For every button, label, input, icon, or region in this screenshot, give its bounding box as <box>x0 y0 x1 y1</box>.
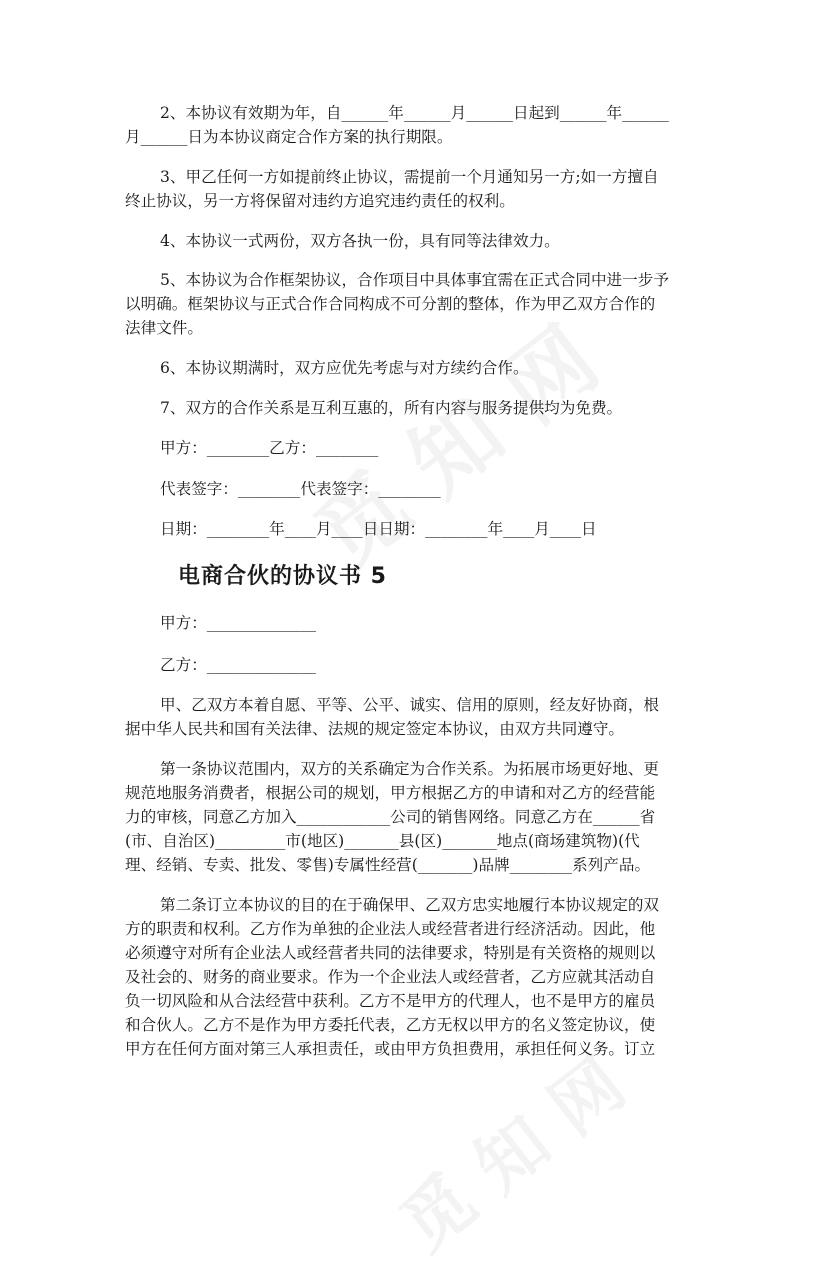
clause-3-line-2: 终止协议，另一方将保留对违约方追究违约责任的权利。 <box>125 192 515 210</box>
article-1-line-1: 第一条协议范围内，双方的关系确定为合作关系。为拓展市场更好地、更 <box>160 760 660 778</box>
article-2-line-5: 负一切风险和从合法经营中获利。乙方不是甲方的代理人，也不是甲方的雇员 <box>125 992 656 1010</box>
representative-signature-line: 代表签字：________代表签字：________ <box>160 480 441 498</box>
clause-5-line-1: 5、本协议为合作框架协议，合作项目中具体事宜需在正式合同中进一步予 <box>160 271 669 289</box>
clause-4: 4、本协议一式两份，双方各执一份，具有同等法律效力。 <box>160 232 560 250</box>
article-2-line-7: 甲方在任何方面对第三人承担责任，或由甲方负担费用，承担任何义务。订立 <box>125 1040 656 1058</box>
party-a-line: 甲方：______________ <box>160 614 316 632</box>
article-2-line-6: 和合伙人。乙方不是作为甲方委托代表，乙方无权以甲方的名义签定协议，使 <box>125 1016 656 1034</box>
party-b-line: 乙方：______________ <box>160 656 316 674</box>
party-signature-line: 甲方：________乙方：________ <box>160 439 379 457</box>
clause-2-line-1: 2、本协议有效期为年，自______年______月______日起到______年______ <box>160 104 669 122</box>
clause-6: 6、本协议期满时，双方应优先考虑与对方续约合作。 <box>160 359 529 377</box>
clause-2-line-2: 月______日为本协议商定合作方案的执行期限。 <box>125 128 453 146</box>
section-heading: 电商合伙的协议书 5 <box>178 564 387 589</box>
watermark <box>376 1031 642 1270</box>
preamble-line-2: 据中华人民共和国有关法律、法规的规定签定本协议，由双方共同遵守。 <box>125 720 625 738</box>
article-1-line-2: 规范地服务消费者，根据公司的规划，甲方根据乙方的申请和对乙方的经营能 <box>125 784 656 802</box>
article-2-line-2: 方的职责和权利。乙方作为单独的企业法人或经营者进行经济活动。因此，他 <box>125 920 656 938</box>
clause-5-line-2: 以明确。框架协议与正式合作合同构成不可分割的整体，作为甲乙双方合作的 <box>125 295 656 313</box>
article-1-line-3: 力的审核，同意乙方加入____________公司的销售网络。同意乙方在______省 <box>125 808 656 826</box>
article-2-line-4: 及社会的、财务的商业要求。作为一个企业法人或经营者，乙方应就其活动自 <box>125 968 656 986</box>
article-1-line-5: 理、经销、专卖、批发、零售)专属性经营(_______)品牌________系列产品。 <box>125 856 651 874</box>
preamble-line-1: 甲、乙双方本着自愿、平等、公平、诚实、信用的原则，经友好协商，根 <box>160 696 660 714</box>
date-line: 日期：________年____月____日日期：________年____月____日 <box>160 520 597 538</box>
clause-3-line-1: 3、甲乙任何一方如提前终止协议，需提前一个月通知另一方;如一方擅自 <box>160 168 659 186</box>
clause-7: 7、双方的合作关系是互利互惠的，所有内容与服务提供均为免费。 <box>160 399 623 417</box>
article-2-line-1: 第二条订立本协议的目的在于确保甲、乙双方忠实地履行本协议规定的双 <box>160 896 660 914</box>
clause-5-line-3: 法律文件。 <box>125 319 203 337</box>
article-1-line-4: (市、自治区)_________市(地区)_______县(区)_______地点(商场建筑物)(代 <box>125 832 640 850</box>
article-2-line-3: 必须遵守对所有企业法人或经营者共同的法律要求，特别是有关资格的规则以 <box>125 944 656 962</box>
